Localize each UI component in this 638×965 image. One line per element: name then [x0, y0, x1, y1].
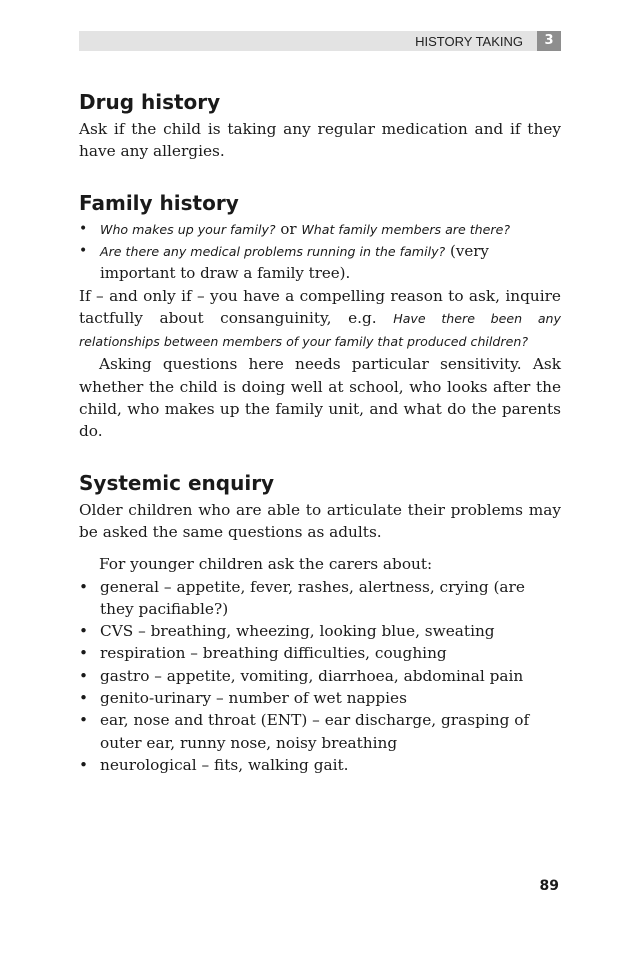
- list-item: [79, 219, 561, 241]
- list-item-text: genito-urinary – number of wet nappies: [100, 689, 407, 708]
- list-item-text: general – appetite, fever, rashes, alertness, crying (are they pacifiable?): [100, 577, 525, 618]
- bullet-icon: •: [79, 577, 89, 596]
- systemic-enquiry-section: [79, 471, 561, 777]
- sensitivity-paragraph: Asking questions here needs particular sensitivity. Ask whether the child is doing well at school, who looks after the child, who makes up the family unit, and what do the parents do.: [79, 355, 561, 441]
- bullet-icon: •: [79, 711, 89, 730]
- list-item: [79, 241, 561, 285]
- family-question-list: [79, 219, 561, 285]
- systemic-list: [79, 576, 561, 777]
- drug-history-heading: Drug history: [79, 90, 221, 114]
- systemic-enquiry-heading: Systemic enquiry: [79, 470, 275, 495]
- list-item-text: gastro – appetite, vomiting, diarrhoea, abdominal pain: [100, 666, 524, 685]
- list-item: [79, 754, 561, 776]
- list-item-text: respiration – breathing difficulties, coughing: [100, 644, 447, 663]
- bullet-icon: •: [79, 666, 89, 685]
- chapter-number-badge: 3: [537, 31, 561, 51]
- bullet-icon: •: [79, 689, 89, 708]
- note-text: (very important to draw a family tree).: [100, 241, 489, 282]
- running-header-title: HISTORY TAKING: [415, 34, 523, 49]
- family-history-section: [79, 191, 561, 443]
- list-item: [79, 576, 561, 621]
- running-header: [79, 31, 561, 51]
- list-item: [79, 665, 561, 687]
- bullet-icon: •: [79, 755, 89, 774]
- page-number: 89: [539, 878, 559, 894]
- list-item-text: ear, nose and throat (ENT) – ear discharge, grasping of outer ear, runny nose, noisy breathing: [100, 711, 530, 752]
- question-text: Who makes up your family?: [100, 221, 276, 237]
- list-item: [79, 620, 561, 642]
- list-item: [79, 642, 561, 664]
- bullet-icon: •: [79, 220, 88, 237]
- question-text: Are there any medical problems running in the family?: [100, 243, 446, 259]
- paragraph-text: If – and only if – you have a compelling reason to ask, inquire tactfully about consanguinity, e.g.: [79, 286, 561, 327]
- drug-history-text: Ask if the child is taking any regular medication and if they have any allergies.: [79, 120, 561, 161]
- list-item: [79, 709, 561, 754]
- family-history-heading: Family history: [79, 190, 239, 215]
- consanguinity-paragraph: [79, 285, 561, 354]
- younger-children-intro: For younger children ask the carers about:: [99, 555, 433, 574]
- older-children-paragraph: Older children who are able to articulate their problems may be asked the same questions as adults.: [79, 500, 561, 541]
- bullet-icon: •: [79, 622, 89, 641]
- connector-text: or: [275, 219, 302, 238]
- bullet-icon: •: [79, 644, 89, 663]
- page-content: [79, 90, 561, 804]
- bullet-icon: •: [79, 242, 88, 259]
- drug-history-section: [79, 90, 561, 163]
- example-question: Have there been any relationships between members of your family that produced children?: [79, 310, 561, 350]
- question-text: What family members are there?: [301, 221, 511, 237]
- list-item-text: CVS – breathing, wheezing, looking blue, sweating: [100, 622, 495, 641]
- list-item: [79, 687, 561, 709]
- list-item-text: neurological – fits, walking gait.: [100, 755, 349, 774]
